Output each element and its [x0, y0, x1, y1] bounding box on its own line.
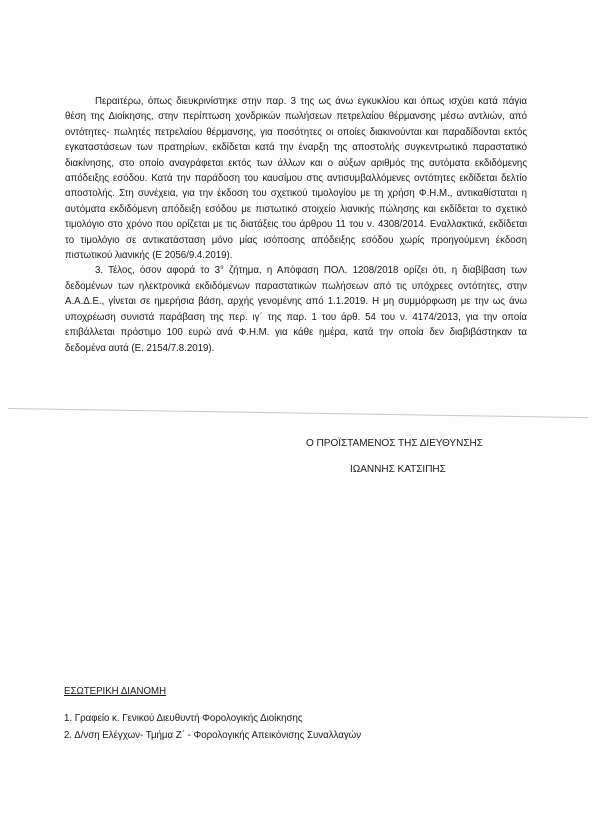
distribution-heading: ΕΣΩΤΕΡΙΚΗ ΔΙΑΝΟΜΗ [64, 686, 167, 697]
internal-distribution [64, 686, 504, 744]
distribution-item: 2. Δ/νση Ελέγχων- Τμήμα Ζ΄ - Φορολογικής Απεικόνισης Συναλλαγών [64, 730, 362, 741]
scan-artifact-line [8, 408, 588, 418]
document-body [65, 94, 527, 356]
signatory-name: ΙΩΑΝΝΗΣ ΚΑΤΣΙΠΗΣ [350, 464, 446, 475]
paragraph-further-clarification: Περαιτέρω, όπως διευκρινίστηκε στην παρ. 3 της ως άνω εγκυκλίου και όπως ισχύει κατά πάγια θέση της Διοίκησης, στην περίπτωση χονδρικών πωλήσεων πετρελαίου θέρμανσης μέσω αντλιών, από οντότητες- πωλητές πετρελαίου θέρμανσης, για ποσότητες οι οποίες διακινούνται και παραδίδονται εκτός εγκαταστάσεων των πρατηρίων, εκδίδεται κατά την έναρξη της αποστολής συγκεντρωτικό παραστατικό διακίνησης, στο οποίο αναγράφεται εκτός των άλλων και ο αύξων αριθμός της αυτόματα εκδιδόμενης απόδειξης εσόδου. Κατά την παράδοση του καυσίμου στις αντισυμβαλλόμενες οντότητες εκδίδεται δελτίο αποστολής. Στη συνέχεια, για την έκδοση του σχετικού τιμολογίου με τη χρήση Φ.Η.Μ., αντικαθίσταται η αυτόματα εκδιδόμενη απόδειξη εσόδου με πιστωτικό στοιχείο λιανικής πώλησης και εκδίδεται το σχετικό τιμολόγιο στο χρόνο που ορίζεται με τις διατάξεις του άρθρου 11 του ν. 4308/2014. Εναλλακτικά, εκδίδεται το τιμολόγιο σε αντικατάσταση μόνο μίας ισόποσης απόδειξης εσόδου χωρίς προηγούμενη έκδοση πιστωτικού λιανικής (Ε 2056/9.4.2019). [65, 96, 527, 262]
signatory-title: Ο ΠΡΟΪΣΤΑΜΕΝΟΣ ΤΗΣ ΔΙΕΥΘΥΝΣΗΣ [306, 438, 483, 449]
signature-block [306, 431, 506, 483]
distribution-item: 1. Γραφείο κ. Γενικού Διευθυντή Φορολογικής Διοίκησης [64, 713, 303, 724]
paragraph-point-3: 3. Τέλος, όσον αφορά το 3° ζήτημα, η Απόφαση ΠΟΛ. 1208/2018 ορίζει ότι, η διαβίβαση των δεδομένων των ηλεκτρονικά εκδιδόμενων παραστατικών πωλήσεων από τις υπόχρεες οντότητες, στην Α.Α.Δ.Ε., γίνεται σε ημερήσια βάση, αρχής γενομένης από 1.1.2019. Η μη συμμόρφωση με την ως άνω υποχρέωση συνιστά παράβαση της περ. ιγ΄ της παρ. 1 του άρθ. 54 του ν. 4174/2013, για την οποία επιβάλλεται πρόστιμο 100 ευρώ ανά Φ.Η.Μ. για κάθε ημέρα, κατά την οποία δεν διαβιβάστηκαν τα δεδομένα αυτά (Ε. 2154/7.8.2019). [65, 265, 527, 354]
